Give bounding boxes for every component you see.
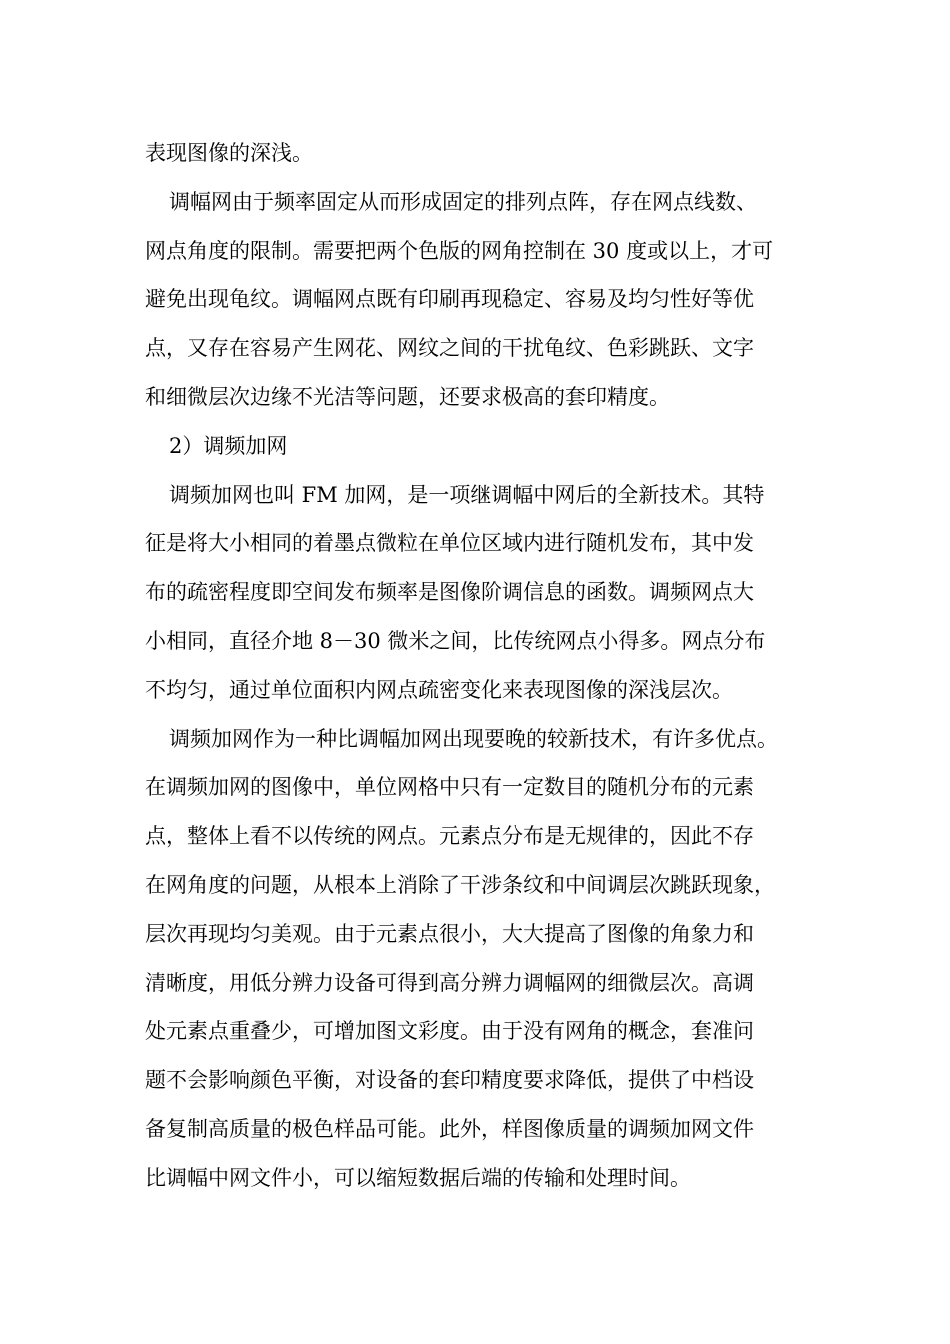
text-line-11: 小相同，直径介地 8－30 微米之间，比传统网点小得多。网点分布: [145, 628, 766, 653]
text-line-5: 点，又存在容易产生网花、网纹之间的干扰龟纹、色彩跳跃、文字: [145, 336, 754, 361]
text-line-4: 避免出现龟纹。调幅网点既有印刷再现稳定、容易及均匀性好等优: [145, 287, 754, 312]
text-line-22: 比调幅中网文件小，可以缩短数据后端的传输和处理时间。: [145, 1165, 691, 1190]
text-line-21: 备复制高质量的极色样品可能。此外，样图像质量的调频加网文件: [145, 1116, 754, 1141]
text-line-3: 网点角度的限制。需要把两个色版的网角控制在 30 度或以上，才可: [145, 238, 774, 263]
text-line-6: 和细微层次边缘不光洁等问题，还要求极高的套印精度。: [145, 384, 670, 409]
text-line-13: 调频加网作为一种比调幅加网出现要晚的较新技术，有许多优点。: [169, 726, 778, 751]
text-line-10: 布的疏密程度即空间发布频率是图像阶调信息的函数。调频网点大: [145, 580, 754, 605]
text-line-15: 点，整体上看不以传统的网点。元素点分布是无规律的，因此不存: [145, 824, 754, 849]
section-heading: 2）调频加网: [169, 433, 288, 458]
text-line-17: 层次再现均匀美观。由于元素点很小，大大提高了图像的角象力和: [145, 921, 754, 946]
text-line-20: 题不会影响颜色平衡，对设备的套印精度要求降低，提供了中档设: [145, 1068, 754, 1093]
text-line-9: 征是将大小相同的着墨点微粒在单位区域内进行随机发布，其中发: [145, 531, 754, 556]
document-body: [145, 129, 825, 1203]
text-line-12: 不均匀，通过单位面积内网点疏密变化来表现图像的深浅层次。: [145, 677, 733, 702]
text-line-8: 调频加网也叫 FM 加网，是一项继调幅中网后的全新技术。其特: [169, 482, 765, 507]
text-line-1: 表现图像的深浅。: [145, 141, 313, 165]
text-line-18: 清晰度，用低分辨力设备可得到高分辨力调幅网的细微层次。高调: [145, 970, 754, 995]
text-line-19: 处元素点重叠少，可增加图文彩度。由于没有网角的概念，套准问: [145, 1019, 754, 1044]
text-line-2: 调幅网由于频率固定从而形成固定的排列点阵，存在网点线数、: [169, 189, 757, 214]
text-line-16: 在网角度的问题，从根本上消除了干涉条纹和中间调层次跳跃现象，: [145, 872, 775, 897]
text-line-14: 在调频加网的图像中，单位网格中只有一定数目的随机分布的元素: [145, 775, 754, 800]
